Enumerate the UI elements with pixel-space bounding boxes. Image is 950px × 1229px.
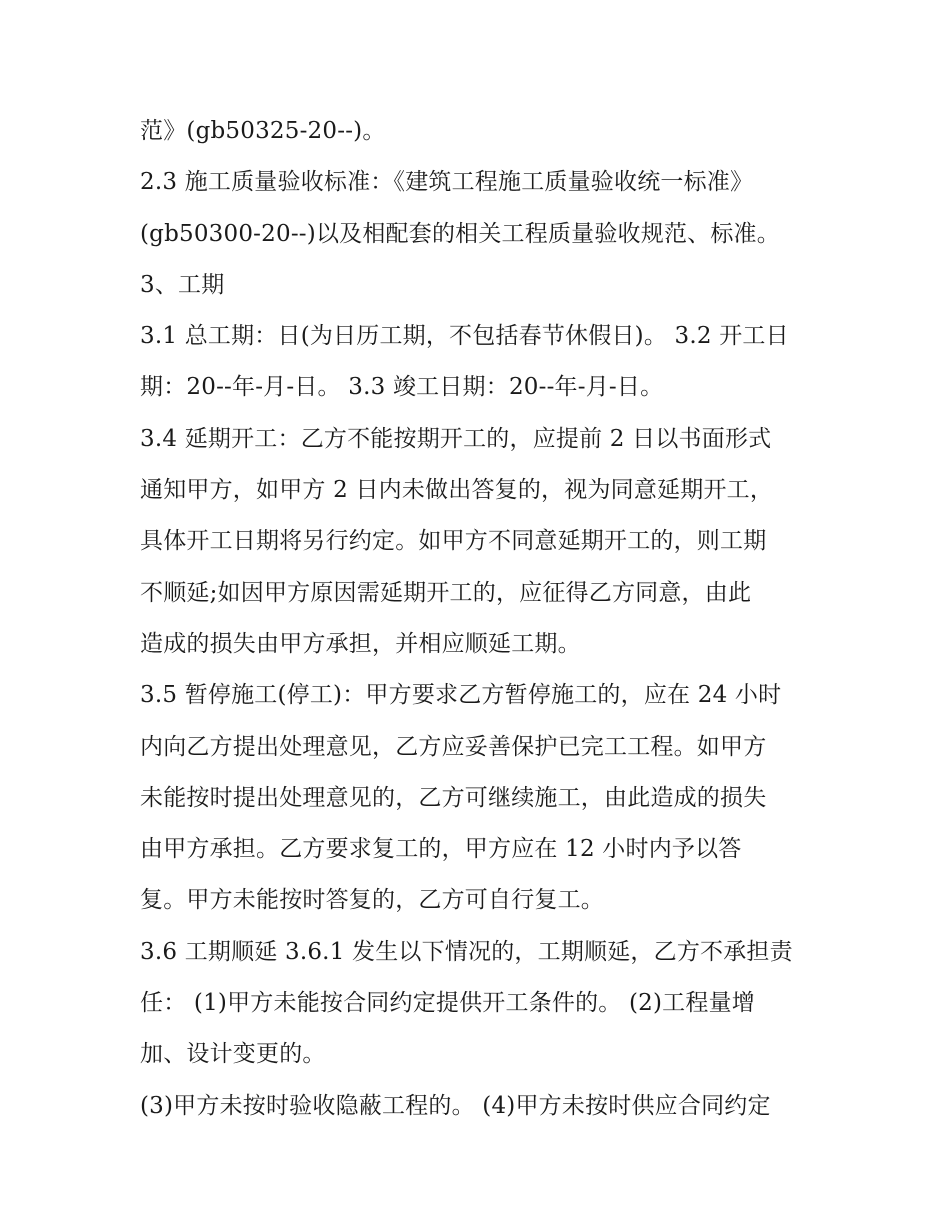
text-line: 3.4 延期开工：乙方不能按期开工的，应提前 2 日以书面形式 bbox=[140, 425, 772, 452]
section-heading: 3、工期 bbox=[140, 271, 225, 298]
text-line: 3.5 暂停施工(停工)：甲方要求乙方暂停施工的，应在 24 小时 bbox=[140, 682, 782, 709]
text-line: 2.3 施工质量验收标准：《建筑工程施工质量验收统一标准》 bbox=[140, 169, 754, 196]
text-line: 复。甲方未能按时答复的，乙方可自行复工。 bbox=[140, 887, 604, 914]
text-line: 内向乙方提出处理意见，乙方应妥善保护已完工工程。如甲方 bbox=[140, 733, 767, 760]
text-line: (gb50300-20--)以及相配套的相关工程质量验收规范、标准。 bbox=[140, 220, 780, 247]
text-line: 任： (1)甲方未能按合同约定提供开工条件的。 (2)工程量增 bbox=[140, 990, 755, 1017]
text-line: 范》(gb50325-20--)。 bbox=[140, 118, 386, 144]
text-line: 3.1 总工期：日(为日历工期，不包括春节休假日)。 3.2 开工日 bbox=[140, 323, 789, 350]
text-line: 加、设计变更的。 bbox=[140, 1041, 326, 1068]
text-line: 期：20--年-月-日。 3.3 竣工日期：20--年-月-日。 bbox=[140, 374, 664, 401]
text-line: 3.6 工期顺延 3.6.1 发生以下情况的，工期顺延，乙方不承担责 bbox=[140, 938, 793, 965]
document-body bbox=[140, 106, 820, 1132]
text-line: (3)甲方未按时验收隐蔽工程的。 (4)甲方未按时供应合同约定 bbox=[140, 1092, 771, 1119]
text-line: 具体开工日期将另行约定。如甲方不同意延期开工的，则工期 bbox=[140, 528, 767, 555]
text-line: 不顺延;如因甲方原因需延期开工的，应征得乙方同意，由此 bbox=[140, 579, 752, 606]
text-line: 造成的损失由甲方承担，并相应顺延工期。 bbox=[140, 630, 581, 657]
text-line: 通知甲方，如甲方 2 日内未做出答复的，视为同意延期开工， bbox=[140, 477, 774, 504]
text-line: 由甲方承担。乙方要求复工的，甲方应在 12 小时内予以答 bbox=[140, 836, 742, 863]
text-line: 未能按时提出处理意见的，乙方可继续施工，由此造成的损失 bbox=[140, 784, 767, 811]
